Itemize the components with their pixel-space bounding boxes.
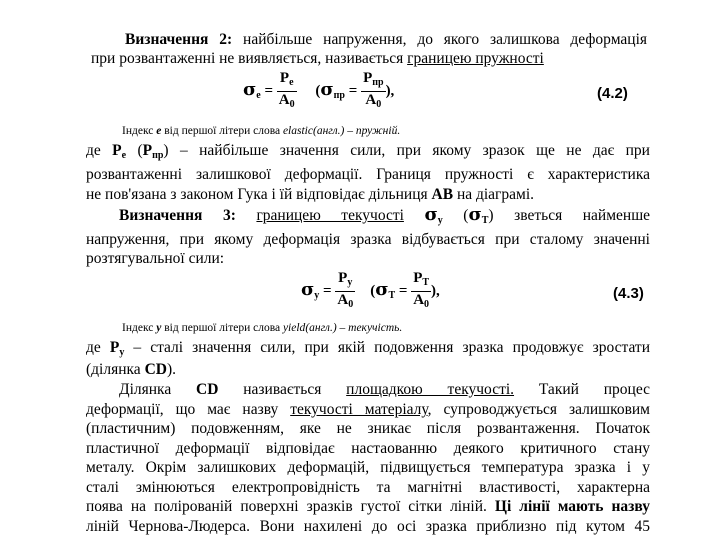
para3-cd: CD bbox=[196, 381, 219, 398]
para3-l1c: називається bbox=[218, 381, 347, 398]
para1-line1 bbox=[86, 142, 650, 165]
sigma-e-subscript: e bbox=[256, 89, 261, 101]
para2-rest: – сталі значення сили, при якій подовження зразка продовжує зростати bbox=[124, 339, 650, 356]
sigma-y-subscript: y bbox=[314, 289, 320, 301]
def3-line2: напруження, при якому деформація зразка відбувається при сталому значенні bbox=[86, 231, 650, 248]
numerator-p: P bbox=[413, 270, 423, 286]
denominator-a: A bbox=[365, 92, 377, 108]
numerator-sub: T bbox=[422, 277, 430, 288]
denominator-a: A bbox=[413, 292, 425, 308]
denominator-sub: 0 bbox=[348, 299, 354, 310]
paren-close: ), bbox=[385, 82, 395, 99]
sigma-symbol: σ bbox=[375, 278, 389, 300]
para2-l2c: ). bbox=[166, 361, 177, 378]
note-index-e bbox=[122, 122, 400, 140]
note-letter: y bbox=[156, 322, 162, 334]
fraction-pt-a0 bbox=[411, 270, 431, 313]
def2-term: границею пружності bbox=[407, 50, 544, 67]
para1-l3a: не пов'язана з законом Гука і їй відповідає дільниця bbox=[86, 186, 432, 203]
denominator-sub: 0 bbox=[289, 99, 295, 110]
para1-ppr-sub: пр bbox=[152, 150, 164, 161]
sigma-y-subscript: y bbox=[437, 215, 443, 226]
formula-4-2 bbox=[243, 70, 394, 113]
sigma-symbol: σ bbox=[468, 204, 482, 225]
fraction-py-a0 bbox=[335, 270, 355, 313]
para2-de: де bbox=[86, 339, 110, 356]
denominator-sub: 0 bbox=[376, 99, 382, 110]
equals-sign: = bbox=[264, 82, 274, 99]
note-suffix: (англ.) – пружній. bbox=[312, 125, 401, 137]
para1-line3 bbox=[86, 186, 534, 204]
para1-de: де bbox=[86, 142, 113, 159]
sigma-symbol: σ bbox=[243, 78, 257, 100]
sigma-symbol: σ bbox=[301, 278, 315, 300]
note-middle: від першої літери слова bbox=[161, 322, 283, 334]
para1-pe: P bbox=[112, 142, 122, 159]
para1-paren: ( bbox=[126, 142, 143, 159]
def2-label: Визначення 2: bbox=[125, 31, 233, 48]
def3-term: границею текучості bbox=[256, 207, 404, 224]
def2-term-intro: називається bbox=[321, 50, 408, 67]
paren-open: ( bbox=[370, 282, 376, 299]
para3-line2 bbox=[86, 401, 650, 419]
numerator-sub: y bbox=[347, 277, 353, 288]
sigma-symbol: σ bbox=[320, 78, 334, 100]
paren-close: ), bbox=[431, 282, 440, 299]
def2-line2 bbox=[91, 50, 544, 68]
formula-4-3 bbox=[301, 270, 440, 313]
sigma-pr-subscript: пр bbox=[333, 89, 345, 101]
equals-sign: = bbox=[398, 282, 408, 299]
para3-term-plateau: площадкою текучості. bbox=[346, 381, 515, 398]
sigma-t-subscript: T bbox=[388, 289, 396, 301]
def3-line3: розтягувальної сили: bbox=[86, 250, 225, 267]
note-word: yield bbox=[282, 322, 306, 334]
numerator-p: P bbox=[279, 70, 290, 86]
paren-open: ( bbox=[463, 207, 469, 224]
para2-py: P bbox=[109, 339, 120, 356]
para1-rest: ) – найбільше значення сили, при якому зразок ще не дає при bbox=[163, 142, 650, 159]
note-middle: від першої літери слова bbox=[161, 125, 283, 137]
para2-line1 bbox=[86, 339, 650, 362]
para3-line1 bbox=[119, 381, 650, 399]
def3-line1 bbox=[119, 206, 650, 230]
para3-l1a: Ділянка bbox=[119, 381, 197, 398]
paren-open: ( bbox=[315, 82, 321, 99]
numerator-p: P bbox=[338, 270, 348, 286]
para3-term-flow: текучості матеріалу bbox=[290, 401, 428, 418]
para3-l7a: поява на полірованій поверхні зразків густої сітки ліній. bbox=[86, 498, 495, 515]
para2-cd: CD bbox=[144, 361, 167, 378]
para1-line2: розвантаженні залишкової деформації. Границя пружності є характеристика bbox=[86, 166, 650, 183]
note-index-y bbox=[122, 319, 402, 337]
fraction-pe-a0 bbox=[277, 70, 297, 113]
para3-line8: ліній Чернова-Людерса. Вони нахилені до осі зразка приблизно під кутом 45 bbox=[86, 518, 650, 535]
para3-line7 bbox=[86, 498, 650, 516]
numerator-sub: e bbox=[289, 77, 294, 88]
para2-l2a: (ділянка bbox=[86, 361, 145, 378]
para3-l1e: Такий процес bbox=[514, 381, 650, 398]
para2-py-sub: y bbox=[119, 347, 125, 358]
para2-line2 bbox=[86, 361, 176, 379]
para3-l2a: деформації, що має назву bbox=[86, 401, 291, 418]
para3-l7b: Ці лінії мають назву bbox=[494, 498, 650, 515]
equals-sign: = bbox=[348, 82, 358, 99]
def3-rest: зветься найменше bbox=[514, 207, 651, 224]
def3-label: Визначення 3: bbox=[119, 207, 236, 224]
equation-number-4-2: (4.2) bbox=[597, 85, 628, 102]
equation-number-4-3: (4.3) bbox=[613, 285, 644, 302]
paren-close: ) bbox=[488, 207, 494, 224]
equals-sign: = bbox=[323, 282, 332, 299]
para1-ab: АВ bbox=[431, 186, 454, 203]
numerator-p: P bbox=[363, 70, 373, 86]
para1-l3c: на діаграмі. bbox=[453, 186, 535, 203]
def2-line1 bbox=[125, 31, 647, 49]
note-word: elastic bbox=[282, 125, 313, 137]
denominator-sub: 0 bbox=[424, 299, 430, 310]
para3-line4: пластичної деформації відповідає настаованню деякого критичного стану bbox=[86, 440, 650, 457]
sigma-symbol: σ bbox=[424, 204, 438, 225]
note-suffix: (англ.) – текучість. bbox=[305, 322, 403, 334]
def2-text-a: найбільше напруження, до якого залишкова деформація bbox=[232, 31, 648, 48]
para3-line3: (пластичним) подовженням, яке не зникає після розвантаження. Початок bbox=[86, 420, 650, 437]
note-prefix: Індекс bbox=[122, 322, 157, 334]
note-letter: e bbox=[156, 125, 162, 137]
denominator-a: A bbox=[278, 92, 290, 108]
def2-text-b: при розвантаженні не виявляється, bbox=[91, 50, 322, 67]
numerator-sub: пр bbox=[372, 77, 384, 88]
denominator-a: A bbox=[337, 292, 349, 308]
sigma-t-subscript: T bbox=[481, 215, 489, 226]
note-prefix: Індекс bbox=[122, 125, 157, 137]
para3-line5: металу. Окрім залишкових деформацій, підвищується температура зразка і у bbox=[86, 459, 650, 476]
fraction-ppr-a0 bbox=[361, 70, 386, 113]
para3-line6: сталі змінюються електропровідність та магнітні властивості, характерна bbox=[86, 479, 650, 496]
para1-pe-sub: e bbox=[121, 150, 127, 161]
para1-ppr: P bbox=[142, 142, 153, 159]
para3-l2c: , супроводжується залишковим bbox=[427, 401, 650, 418]
